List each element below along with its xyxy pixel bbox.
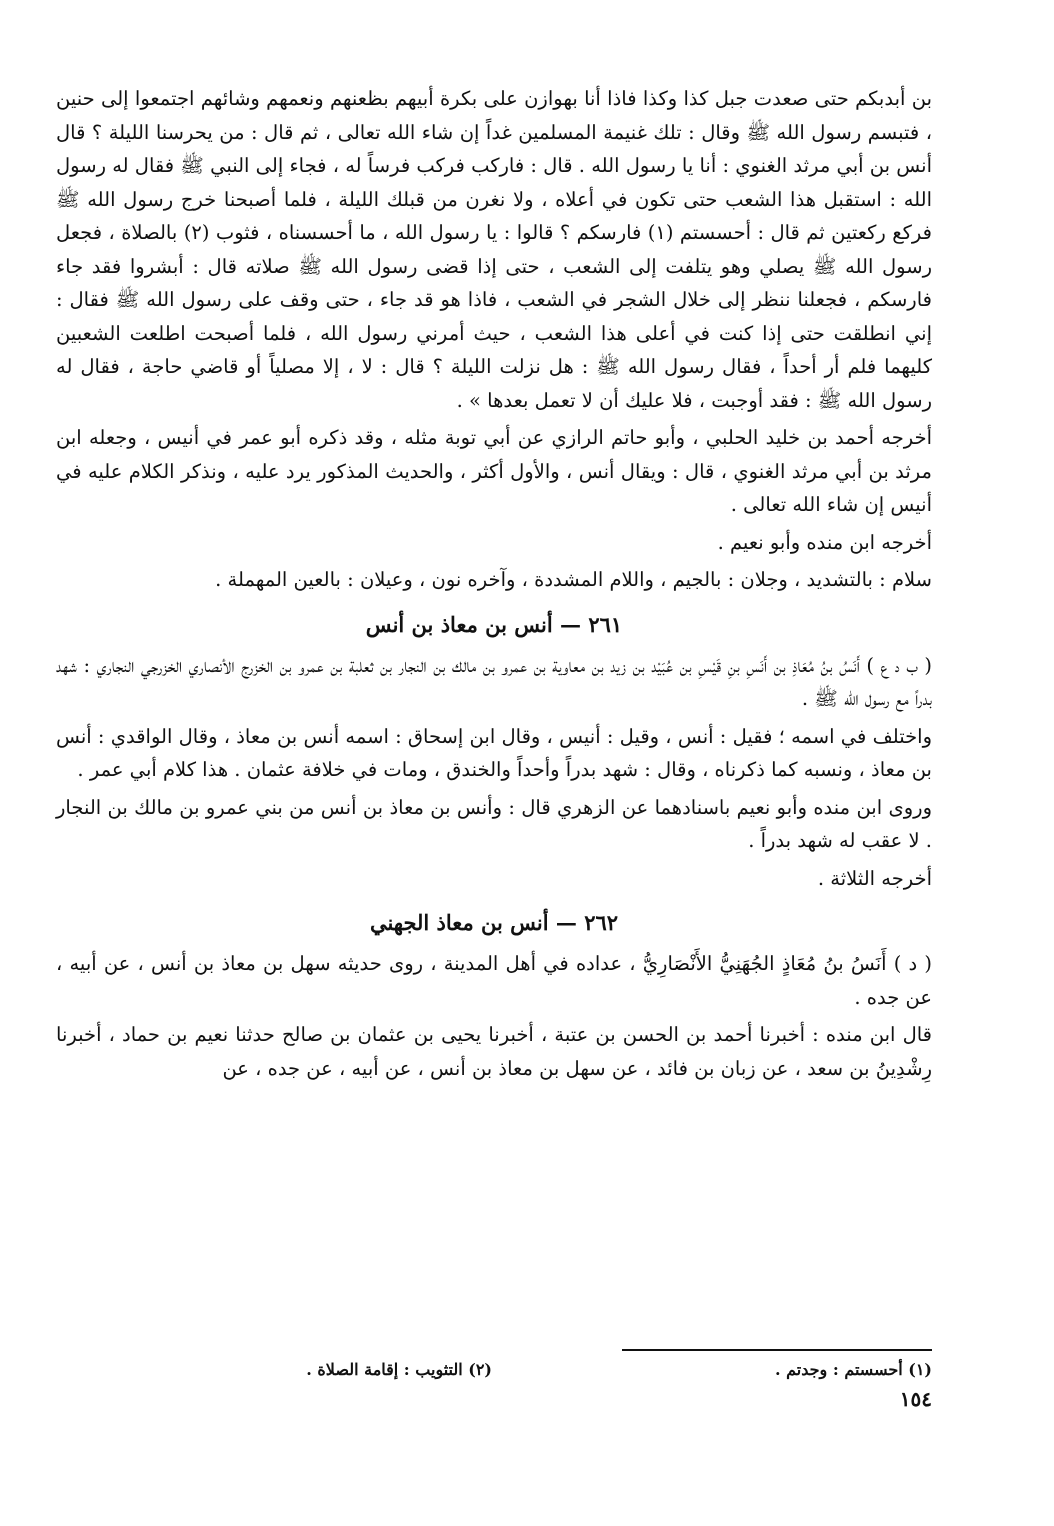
entry-262-paragraph-2: قال ابن منده : أخبرنا أحمد بن الحسن بن عتبة ، أخبرنا يحيى بن عثمان بن صالح حدثنا نعيم بن حماد ، أخبرنا رِشْدِينُ بن سعد ، عن زبان بن فائد ، عن سهل بن معاذ بن أنس ، عن أبيه ، عن جده ، عن [56,1023,932,1080]
entry-261-paragraph-1: ( ب د ع ) أَنَسُ بنُ مُعَاذِ بن أَنَسِ بنِ قَيْسِ بن عُبَيْد بن زيد بن معاوية بن عمرو بن مالك بن النجار بن ثعلبة بن عمرو بن الخزرج الأنصاري الخزرجي النجاري : شهد بدراً مع رسول الله ﷺ . [56,653,932,710]
paragraph-spelling-note: سلام : بالتشديد ، وجلان : بالجيم ، واللام المشددة ، وآخره نون ، وعيلان : بالعين المهملة . [215,568,932,591]
entry-heading-262: ٢٦٢ — أنس بن معاذ الجهني [369,910,619,935]
paragraph-takhrij-1: أخرجه أحمد بن خليد الحلبي ، وأبو حاتم الرازي عن أبي توبة مثله ، وقد ذكره أبو عمر في أنيس ، وجعله ابن مرثد بن أبي مرثد الغنوي ، قال : ويقال أنس ، والأول أكثر ، والحديث المذكور يرد عليه ، ونذكر الكلام عليه في أنيس إن شاء الله تعالى . [56,426,932,516]
entry-261-paragraph-2: واختلف في اسمه ؛ فقيل : أنس ، وقيل : أنيس ، وقال ابن إسحاق : اسمه أنس بن معاذ ، وقال الواقدي : أنس بن معاذ ، ونسبه كما ذكرناه ، وقال : شهد بدراً وأحداً والخندق ، ومات في خلافة عثمان . هذا كلام أبي عمر . [56,724,932,781]
paragraph-takhrij-2: أخرجه ابن منده وأبو نعيم . [717,530,932,554]
footnote-divider [622,1349,932,1351]
document-page [56,82,932,1482]
footnote-1: (١) أحسستم : وجدتم . [775,1360,932,1379]
entry-heading-261: ٢٦١ — أنس بن معاذ بن أنس [365,611,623,637]
entry-262-paragraph-1: ( د ) أَنَسُ بنُ مُعَاذٍ الجُهَنِيُّ الأَنْصَارِيُّ ، عداده في أهل المدينة ، روى حديثه سهل بن معاذ بن أنس ، عن أبيه ، عن جده . [56,952,932,1009]
footnotes [56,1357,932,1383]
footnote-2: (٢) التثويب : إقامة الصلاة . [306,1360,492,1379]
entry-261-paragraph-4: أخرجه الثلاثة . [817,866,932,890]
page-number: ١٥٤ [899,1387,932,1411]
paragraph-hadith-continuation: بن أبدبكم حتى صعدت جبل كذا وكذا فاذا أنا بهوازن على بكرة أبيهم بظعنهم ونعمهم وشائهم اجتمعوا إلى حنين ، فتبسم رسول الله ﷺ وقال : تلك غنيمة المسلمين غداً إن شاء الله تعالى ، ثم قال : من يحرسنا الليلة ؟ قال أنس بن أبي مرثد الغنوي : أنا يا رسول الله . قال : فاركب فركب فرساً له ، فجاء إلى النبي ﷺ فقال له رسول الله : استقبل هذا الشعب حتى تكون في أعلاه ، ولا نغرن من قبلك الليلة ، فلما أصبحنا خرج رسول الله ﷺ فركع ركعتين ثم قال : أحسستم (١) فارسكم ؟ قالوا : يا رسول الله ، ما أحسسناه ، فثوب (٢) بالصلاة ، فجعل رسول الله ﷺ يصلي وهو يتلفت إلى الشعب ، حتى إذا قضى رسول الله ﷺ صلاته قال : أبشروا فقد جاء فارسكم ، فجعلنا ننظر إلى خلال الشجر في الشعب ، فاذا هو قد جاء ، حتى وقف على رسول الله ﷺ فقال : إني انطلقت حتى إذا كنت في أعلى هذا الشعب ، حيث أمرني رسول الله ، فلما أصبحت اطلعت الشعبين كليهما فلم أر أحداً ، فقال رسول الله ﷺ : هل نزلت الليلة ؟ قال : لا ، إلا مصلياً أو قاضي حاجة ، فقال له رسول الله ﷺ : فقد أوجبت ، فلا عليك أن لا تعمل بعدها » . [56,87,933,412]
entry-261-paragraph-3: وروى ابن منده وأبو نعيم باسنادهما عن الزهري قال : وأنس بن معاذ بن أنس من بني عمرو بن مالك بن النجار . لا عقب له شهد بدراً . [56,795,932,852]
